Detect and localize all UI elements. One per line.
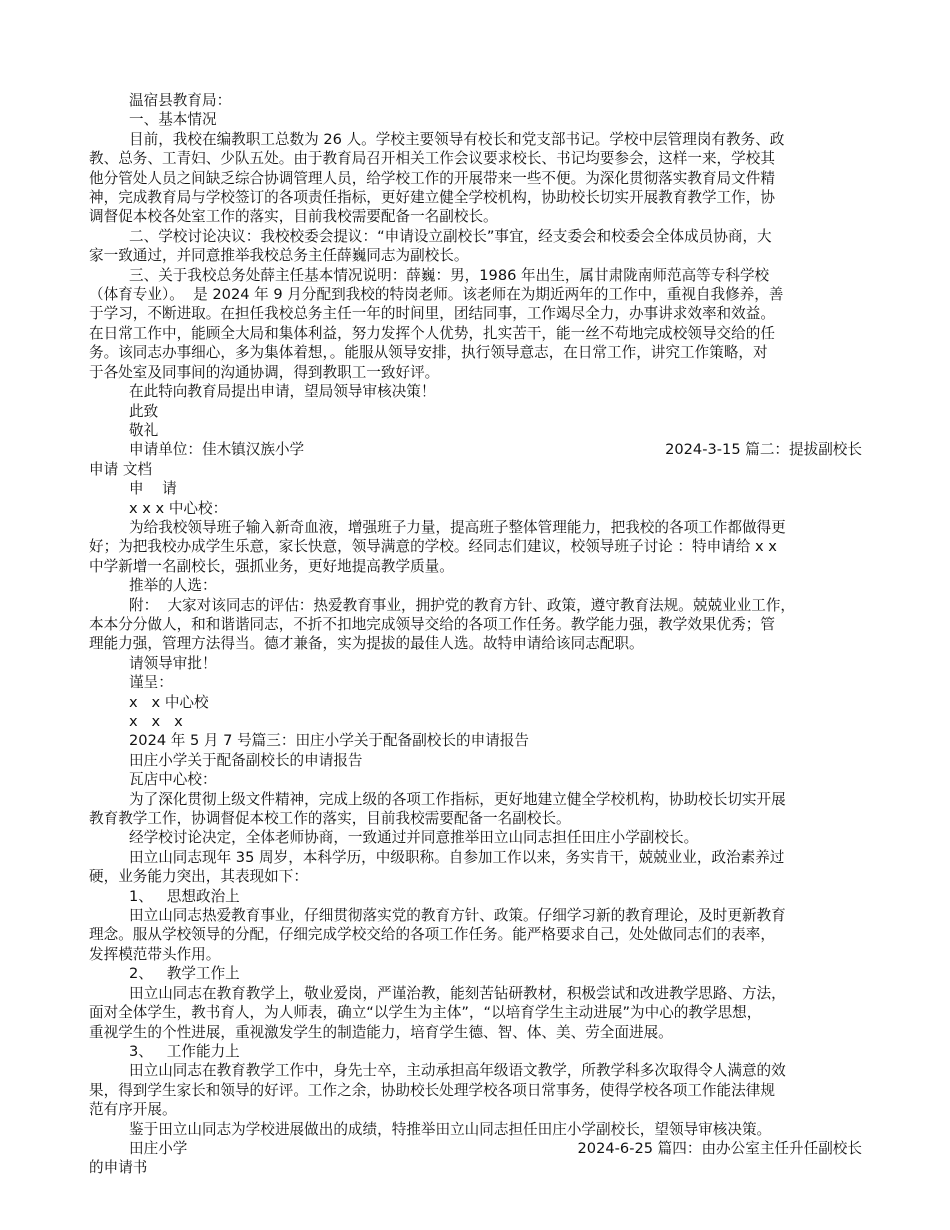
text-line: 硬，业务能力突出，其表现如下： xyxy=(89,868,308,886)
text-line: 3、 工作能力上 xyxy=(129,1042,240,1060)
text-line: 田立山同志在教育教学上，敬业爱岗，严谨治教，能刻苦钻研教材，积极尝试和改进教学思路、方法， xyxy=(129,984,786,1002)
text-line: 他分管处人员之间缺乏综合协调管理人员，给学校工作的开展带来一些不便。为深化贯彻落实教育局文件精 xyxy=(89,169,775,187)
text-line: 中学新增一名副校长，强抓业务，更好地提高教学质量。 xyxy=(89,557,454,575)
text-line: 二、学校讨论决议：我校校委会提议：“申请设立副校长”事宜，经支委会和校委会全体成员协商，大 xyxy=(129,227,772,245)
text-line: 发挥模范带头作用。 xyxy=(89,945,221,963)
text-line: 在此特向教育局提出申请，望局领导审核决策！ xyxy=(129,383,436,401)
text-line: 瓦店中心校： xyxy=(129,771,217,789)
text-line: 重视学生的个性进展，重视激发学生的制造能力，培育学生德、智、体、美、劳全面进展。 xyxy=(89,1023,673,1041)
text-line: 的申请书 xyxy=(89,1159,148,1177)
text-line: 田庄小学关于配备副校长的申请报告 xyxy=(129,751,363,769)
text-line: 1、 思想政治上 xyxy=(129,887,240,905)
text-line: 家一致通过，并同意推举我校总务主任薛巍同志为副校长。 xyxy=(89,247,469,265)
text-line: 于各处室及同事间的沟通协调，得到教职工一致好评。 xyxy=(89,363,440,381)
text-line: 务。该同志办事细心，多为集体着想，。能服从领导安排，执行领导意志，在日常工作，讲究工作策略，对 xyxy=(89,344,768,362)
text-line: 请领导审批！ xyxy=(129,654,217,672)
text-line: 鉴于田立山同志为学校进展做出的成绩，特推举田立山同志担任田庄小学副校长，望领导审核决策。 xyxy=(129,1120,772,1138)
text-line: 为给我校领导班子输入新奇血液，增强班子力量，提高班子整体管理能力，把我校的各项工作都做得更 xyxy=(129,518,786,536)
text-line: 面对全体学生，教书育人，为人师表，确立“以学生为主体”，“以培育学生主动进展”为中心的教学思想， xyxy=(89,1004,762,1022)
text-line: （体育专业）。 是 2024 年 9 月分配到我校的特岗老师。该老师在为期近两年的工作中，重视自我修养，善 xyxy=(89,286,784,304)
date-and-section-title: 2024-3-15 篇二：提拔副校长 xyxy=(665,441,862,459)
text-line: 推举的人选： xyxy=(129,577,217,595)
text-line: 好；为把我校办成学生乐意，家长快意，领导满意的学校。经同志们建议，校领导班子讨论 ：特申请给 x x xyxy=(89,538,777,556)
text-line: 三、关于我校总务处薛主任基本情况说明：薛巍：男，1986 年出生，属甘肃陇南师范高等专科学校 xyxy=(129,266,770,284)
signature-row-1 xyxy=(89,440,862,459)
text-line: x x 中心校 xyxy=(129,693,209,711)
text-line: 教、总务、工青妇、少队五处。由于教育局召开相关工作会议要求校长、书记均要参会，这样一来，学校其 xyxy=(89,150,775,168)
text-line: 于学习，不断进取。在担任我校总务主任一年的时间里，团结同事，工作竭尽全力，办事讲求效率和效益。 xyxy=(89,305,775,323)
date-and-section-title: 2024-6-25 篇四：由办公室主任升任副校长 xyxy=(577,1139,862,1157)
school-signature: 田庄小学 xyxy=(129,1139,188,1157)
text-line: 范有序开展。 xyxy=(89,1101,177,1119)
text-line: 经学校讨论决定，全体老师协商，一致通过并同意推举田立山同志担任田庄小学副校长。 xyxy=(129,829,699,847)
text-line: 教育教学工作，协调督促本校工作的落实，目前我校需要配备一名副校长。 xyxy=(89,810,571,828)
text-line: 调督促本校各处室工作的落实，目前我校需要配备一名副校长。 xyxy=(89,208,498,226)
text-line: 神，完成教育局与学校签订的各项责任指标，更好建立健全学校机构，协助校长切实开展教育教学工作，协 xyxy=(89,189,775,207)
text-line: 2024 年 5 月 7 号篇三：田庄小学关于配备副校长的申请报告 xyxy=(129,732,529,750)
text-line: 2、 教学工作上 xyxy=(129,965,240,983)
document-body-part-2 xyxy=(89,460,862,1139)
text-line: 为了深化贯彻上级文件精神，完成上级的各项工作指标，更好地建立健全学校机构，协助校长切实开展 xyxy=(129,790,786,808)
text-line: 一、基本情况 xyxy=(129,111,217,129)
text-line: 理能力强，管理方法得当。德才兼备，实为提拔的最佳人选。故特申请给该同志配职。 xyxy=(89,635,644,653)
document-body-part-1 xyxy=(89,91,862,440)
text-line: 在日常工作中，能顾全大局和集体利益，努力发挥个人优势，扎实苦干，能一丝不苟地完成校领导交给的任 xyxy=(89,324,775,342)
text-line: 敬礼 xyxy=(129,421,159,439)
text-line: x x x 中心校： xyxy=(129,499,228,517)
text-line: 理念。服从学校领导的分配，仔细完成学校交给的各项工作任务。能严格要求自己，处处做同志们的表率， xyxy=(89,926,775,944)
text-line: 此致 xyxy=(129,402,159,420)
text-line: 申 请 xyxy=(129,480,177,498)
text-line: 申请 文档 xyxy=(89,460,153,478)
applicant-unit: 申请单位：佳木镇汉族小学 xyxy=(129,441,305,459)
text-line: 本本分分做人，和和谐谐同志，不折不扣地完成领导交给的各项工作任务。教学能力强，教学效果优秀；管 xyxy=(89,615,775,633)
text-line: 田立山同志在教育教学工作中，身先士卒，主动承担高年级语文教学，所教学科多次取得令人满意的效 xyxy=(129,1062,786,1080)
text-line: 温宿县教育局： xyxy=(129,92,232,109)
text-line: x x x xyxy=(129,713,183,730)
text-line: 田立山同志现年 35 周岁，本科学历，中级职称。自参加工作以来，务实肯干，兢兢业业，政治素养过 xyxy=(129,848,785,866)
signature-row-2 xyxy=(89,1139,862,1158)
text-line: 果，得到学生家长和领导的好评。工作之余，协助校长处理学校各项日常事务，使得学校各项工作能法律规 xyxy=(89,1081,775,1099)
text-line: 附： 大家对该同志的评估：热爱教育事业，拥护党的教育方针、政策，遵守教育法规。兢兢业业工作， xyxy=(129,596,796,614)
text-line: 谨呈： xyxy=(129,674,173,692)
text-line: 田立山同志热爱教育事业，仔细贯彻落实党的教育方针、政策。仔细学习新的教育理论，及时更新教育 xyxy=(129,907,786,925)
text-line: 目前，我校在编教职工总数为 26 人。学校主要领导有校长和党支部书记。学校中层管理岗有教务、政 xyxy=(129,130,785,148)
